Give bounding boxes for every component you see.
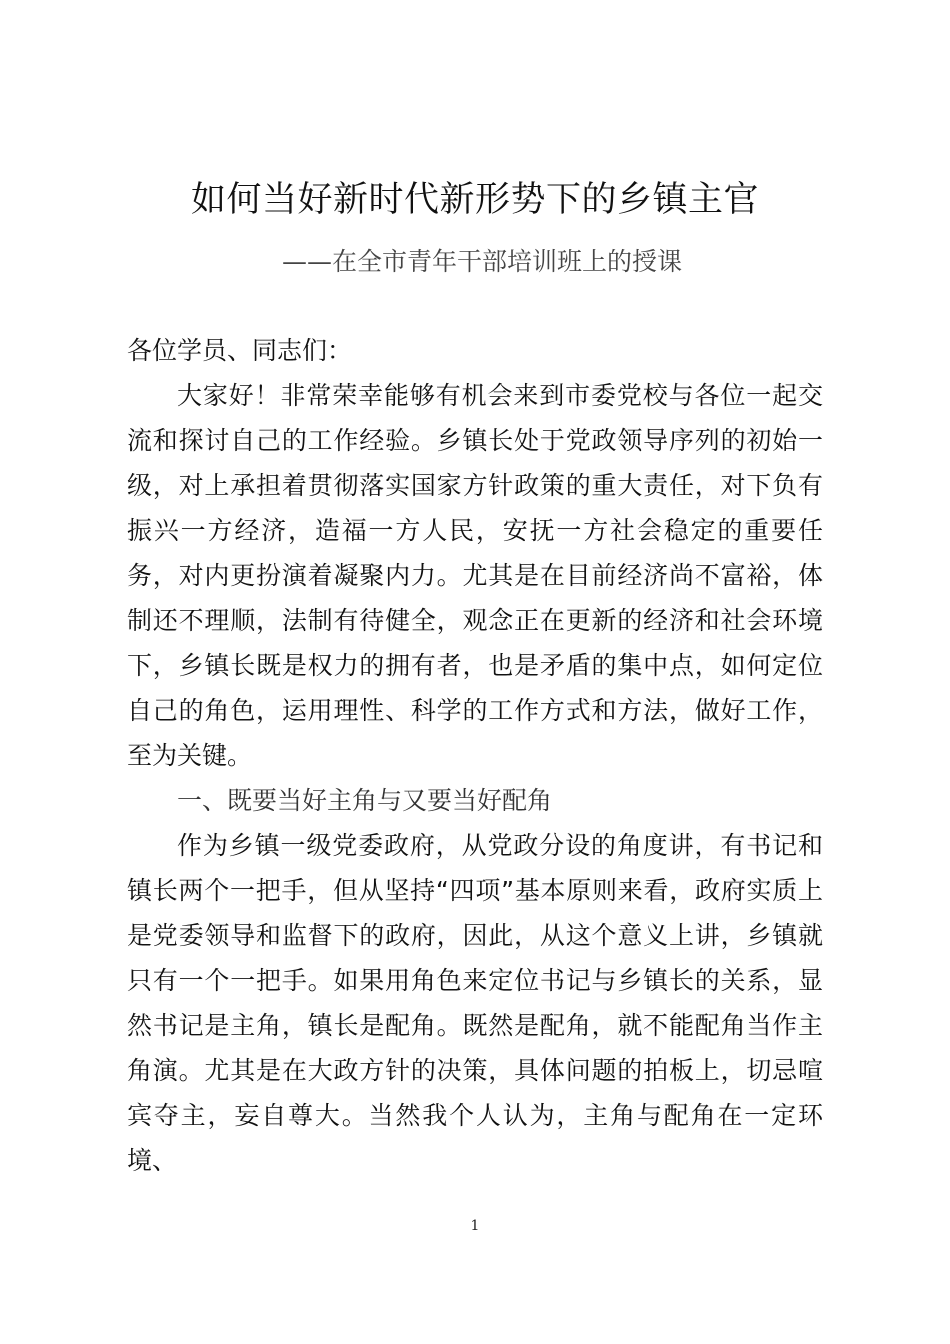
document-title: 如何当好新时代新形势下的乡镇主官: [190, 180, 759, 220]
page-number: 1: [470, 1218, 480, 1234]
salutation: 各位学员、同志们：: [127, 336, 353, 365]
body-paragraph: 大家好！非常荣幸能够有机会来到市委党校与各位一起交流和探讨自己的工作经验。乡镇长处于党政领导序列的初始一级，对上承担着贯彻落实国家方针政策的重大责任，对下负有振兴一方经济，造福一方人民，安抚一方社会稳定的重要任务，对内更扮演着凝聚内力。尤其是在目前经济尚不富裕，体制还不理顺，法制有待健全，观念正在更新的经济和社会环境下，乡镇长既是权力的拥有者，也是矛盾的集中点，如何定位自己的角色，运用理性、科学的工作方式和方法，做好工作，至为关键。: [127, 381, 823, 770]
body-paragraph: 作为乡镇一级党委政府，从党政分设的角度讲，有书记和镇长两个一把手，但从坚持“四项”基本原则来看，政府实质上是党委领导和监督下的政府，因此，从这个意义上讲，乡镇就只有一个一把手。如果用角色来定位书记与乡镇长的关系，显然书记是主角，镇长是配角。既然是配角，就不能配角当作主角演。尤其是在大政方针的决策，具体问题的拍板上，切忌喧宾夺主，妄自尊大。当然我个人认为，主角与配角在一定环境、: [127, 831, 823, 1175]
document-subtitle: ——在全市青年干部培训班上的授课: [281, 247, 682, 276]
section-heading: 一、既要当好主角与又要当好配角: [177, 786, 553, 815]
document-body: [127, 328, 823, 1183]
